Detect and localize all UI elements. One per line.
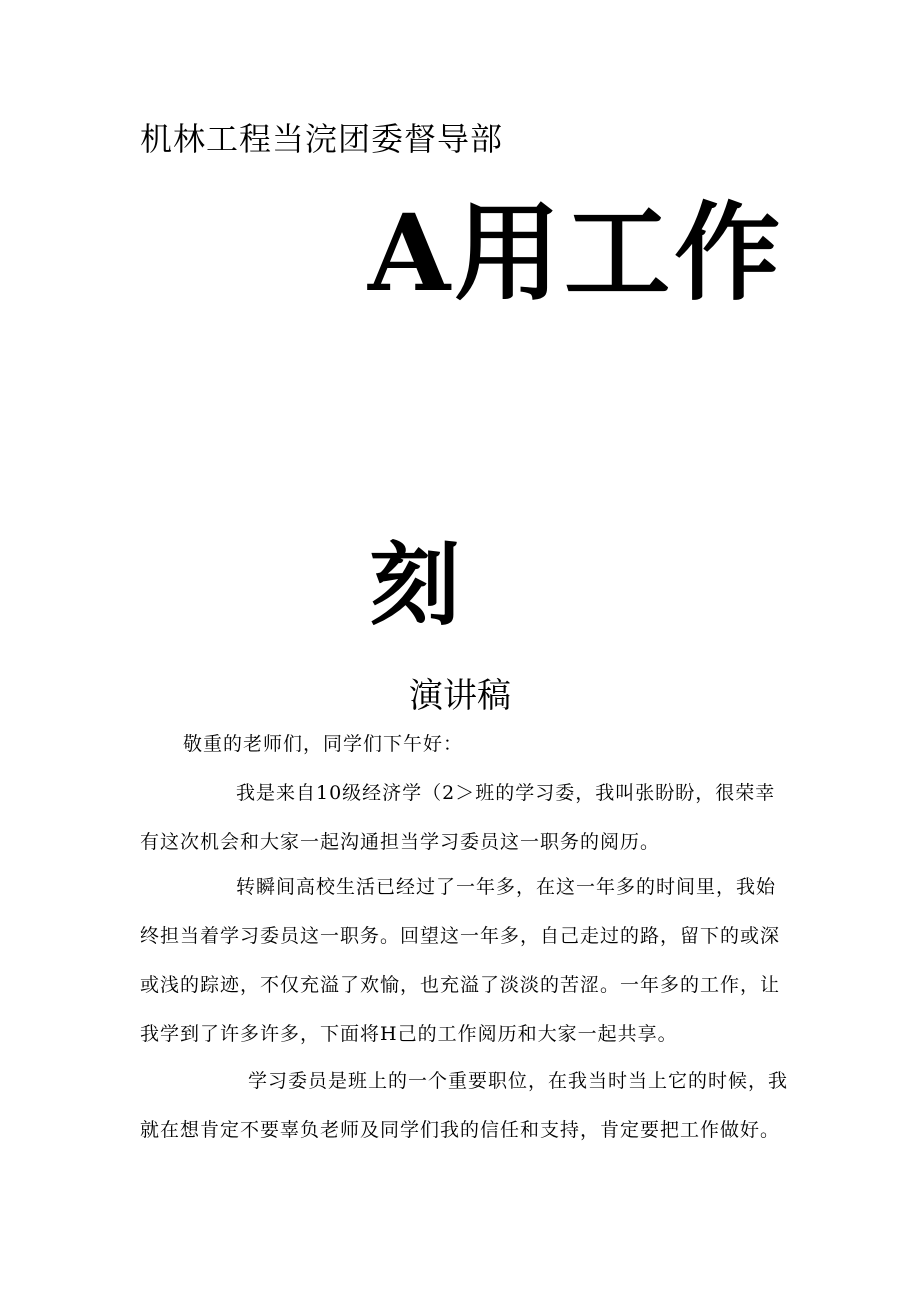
paragraph-1 [140,769,780,867]
paragraph-line: 学习委员是班上的一个重要职位，在我当时当上它的时候，我 [248,1070,789,1092]
paragraph-line: 有这次机会和大家一起沟通担当学习委员这一职务的阅历。 [140,831,661,853]
paragraph-line: 我是来自10级经济学（2＞班的学习委，我叫张盼盼，很荣幸 [236,782,776,804]
greeting: 敬重的老师们，同学们下午好： [183,733,464,755]
subtitle: 演讲稿 [409,676,511,716]
paragraph-line: 转瞬间高校生活已经过了一年多，在这一年多的时间里，我始 [236,876,777,898]
paragraph-line: 终担当着学习委员这一职务。回望这一年多，自己走过的路，留下的或深 [140,925,781,947]
paragraph-3 [140,1057,789,1155]
department-header: 机林工程当浣团委督导部 [140,120,504,158]
main-title: A用工作 [368,190,785,315]
main-title-char: 刻 [370,532,460,638]
paragraph-line: 或浅的踪迹，不仅充溢了欢愉，也充溢了淡淡的苦涩。一年多的工作，让 [140,974,781,996]
paragraph-2 [140,863,780,1059]
paragraph-line: 我学到了许多许多，下面将H己的工作阅历和大家一起共享。 [140,1023,678,1045]
paragraph-line: 就在想肯定不要辜负老师及同学们我的信任和支持，肯定要把工作做好。 [140,1119,781,1141]
